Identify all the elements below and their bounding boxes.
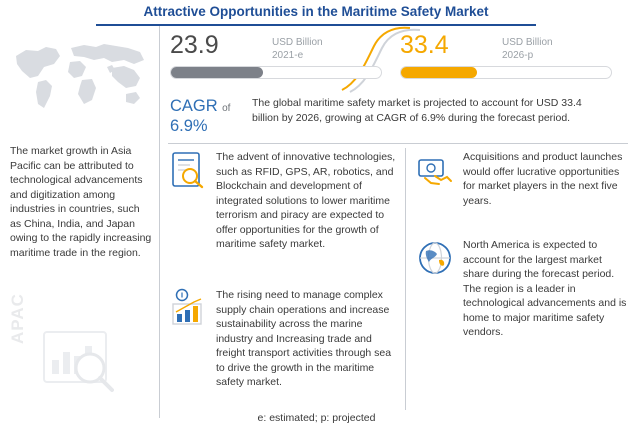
cagr-description: The global maritime safety market is projected to account for USD 33.4 billion by 2026, growing at CAGR of 6.9% during the forecast period. bbox=[252, 97, 582, 124]
metric-unit-2021 bbox=[272, 36, 323, 62]
page-title-text: Attractive Opportunities in the Maritime Safety Market bbox=[143, 4, 489, 19]
metric-bar-2026 bbox=[400, 66, 612, 79]
metric-bar-2021 bbox=[170, 66, 382, 79]
chart-magnifier-icon bbox=[38, 326, 122, 396]
metric-value-2021: 23.9 bbox=[170, 31, 219, 59]
cagr-of-label: of bbox=[222, 103, 231, 114]
point-innovative-technologies bbox=[168, 150, 398, 252]
page-title bbox=[96, 2, 536, 26]
cagr-label-row bbox=[170, 96, 248, 116]
point-supply-chain bbox=[168, 288, 398, 390]
point-text: The advent of innovative technologies, such as RFID, GPS, AR, robotics, and Blockchain and development of integrated solutions to lower maritime terrorism and piracy are expected to offer opportunities for the growth of maritime safety market. bbox=[216, 151, 396, 250]
cagr-label: CAGR bbox=[170, 97, 218, 115]
left-panel bbox=[0, 26, 160, 418]
metric-year-2026: 2026-p bbox=[502, 50, 534, 61]
globe-americas-icon bbox=[415, 238, 455, 278]
cagr-value: 6.9% bbox=[170, 117, 208, 135]
metric-bar-fill-2026 bbox=[401, 67, 477, 78]
handshake-money-icon bbox=[415, 150, 455, 190]
metric-2026 bbox=[400, 30, 620, 88]
point-text: The rising need to manage complex supply chain operations and increase sustainability across the marine industry and Increasing trade and freight transport activities through sea to drive the growth in the maritime safety market. bbox=[216, 289, 392, 388]
metric-value-2026: 33.4 bbox=[400, 31, 449, 59]
metric-bar-fill-2021 bbox=[171, 67, 263, 78]
point-text: North America is expected to account for the largest market share during the forecast period. The region is a leader in technological advancements and is home to major maritime safety vendors. bbox=[463, 239, 627, 338]
vertical-divider bbox=[405, 148, 406, 410]
metric-unit-2026 bbox=[502, 36, 553, 62]
metric-2021 bbox=[170, 30, 385, 88]
metric-year-2021: 2021-e bbox=[272, 50, 304, 61]
left-panel-text: The market growth in Asia Pacific can be attributed to technological advancements and digitization among industries in countries, such as China, India, and Japan owing to the rapidly increasing maritime trade in the region. bbox=[10, 145, 152, 259]
metric-unit-label-2021: USD Billion bbox=[272, 37, 323, 48]
world-map-icon bbox=[8, 34, 152, 118]
point-acquisitions bbox=[415, 150, 630, 208]
point-north-america bbox=[415, 238, 630, 340]
metric-unit-label-2026: USD Billion bbox=[502, 37, 553, 48]
horizontal-divider bbox=[168, 143, 628, 144]
document-search-icon bbox=[168, 150, 208, 190]
footer-note: e: estimated; p: projected bbox=[257, 412, 376, 424]
apac-watermark: APAC bbox=[8, 293, 27, 344]
cagr-block bbox=[170, 96, 248, 136]
bar-chart-growth-icon bbox=[168, 288, 208, 328]
point-text: Acquisitions and product launches would offer lucrative opportunities for market players in the next five years. bbox=[463, 151, 623, 207]
